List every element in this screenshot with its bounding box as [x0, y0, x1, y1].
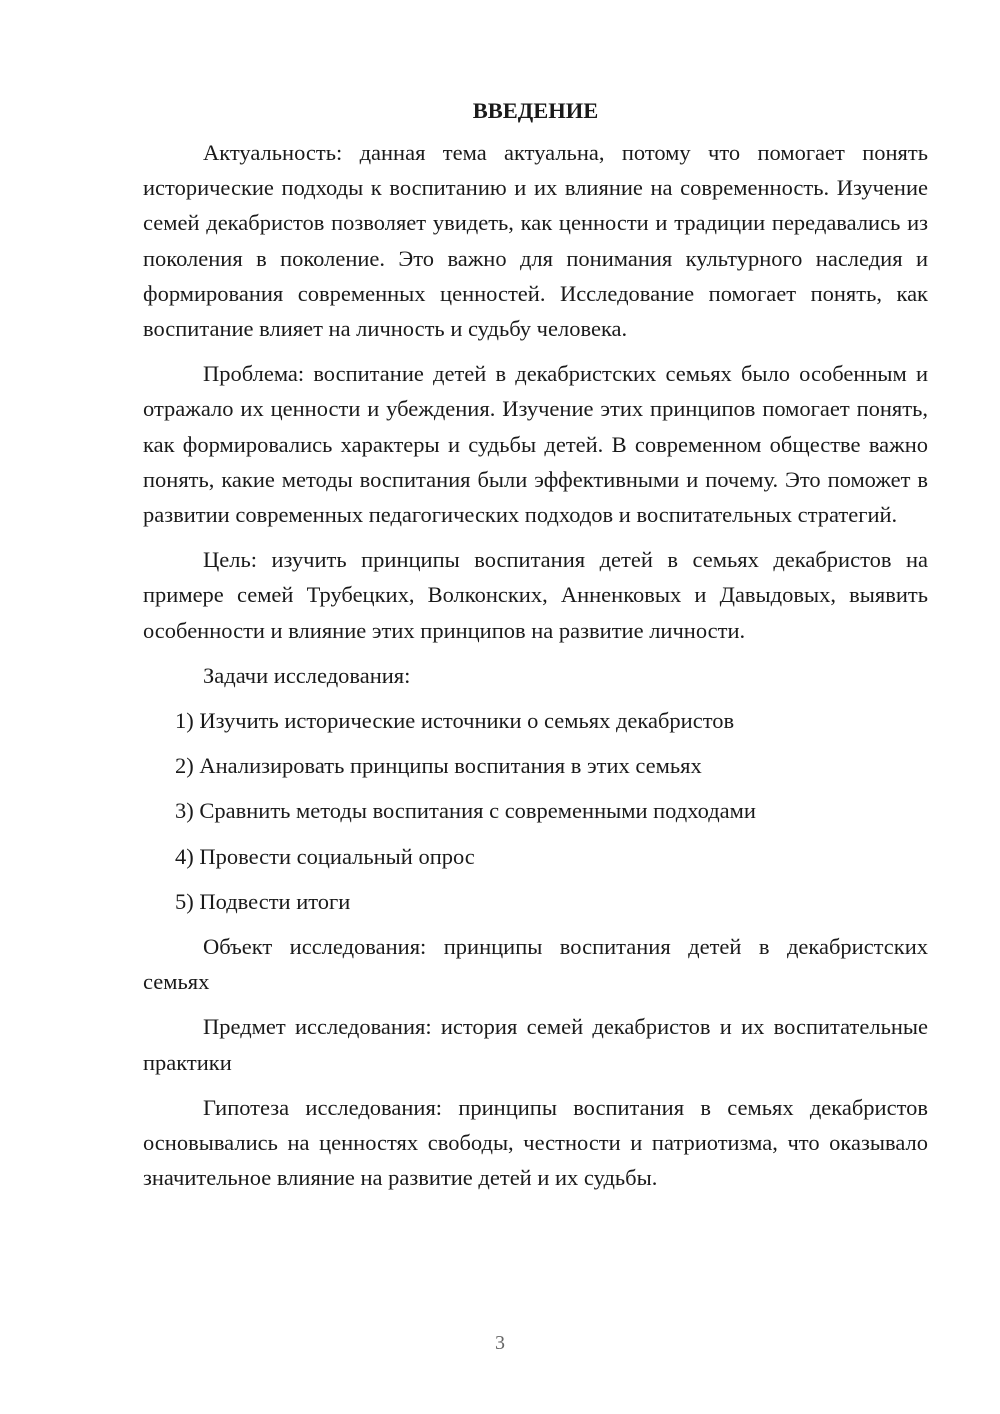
relevance-paragraph: Актуальность: данная тема актуальна, потому что помогает понять исторические подходы к воспитанию и их влияние на современность. Изучение семей декабристов позволяет увидеть, как ценности и традиции передавались из поколения в поколение. Это важно для понимания культурного наследия и формирования современных ценностей. Исследование помогает понять, как воспитание влияет на личность и судьбу человека. — [143, 140, 928, 342]
subject-paragraph: Предмет исследования: история семей декабристов и их воспитательные практики — [143, 1014, 928, 1075]
hypothesis-paragraph: Гипотеза исследования: принципы воспитания в семьях декабристов основывались на ценностях свободы, честности и патриотизма, что оказывало значительное влияние на развитие детей и их судьбы. — [143, 1094, 928, 1191]
list-item: 5) Подвести итоги — [175, 888, 351, 914]
page-number: 3 — [495, 1332, 505, 1354]
problem-paragraph: Проблема: воспитание детей в декабристских семьях было особенным и отражало их ценности и убеждения. Изучение этих принципов помогает понять, как формировались характеры и судьбы детей. В современном обществе важно понять, какие методы воспитания были эффективными и почему. Это поможет в развитии современных педагогических подходов и воспитательных стратегий. — [143, 361, 928, 528]
list-item: 4) Провести социальный опрос — [175, 843, 475, 869]
list-item: 2) Анализировать принципы воспитания в этих семьях — [175, 753, 702, 779]
section-title: ВВЕДЕНИЕ — [472, 98, 599, 123]
list-item: 1) Изучить исторические источники о семьях декабристов — [175, 708, 735, 734]
goal-paragraph: Цель: изучить принципы воспитания детей в семьях декабристов на примере семей Трубецких, Волконских, Анненковых и Давыдовых, выявить особенности и влияние этих принципов на развитие личности. — [143, 547, 928, 643]
tasks-list — [143, 703, 928, 919]
object-paragraph: Объект исследования: принципы воспитания детей в декабристских семьях — [143, 934, 928, 995]
document-page — [143, 95, 928, 1205]
list-item: 3) Сравнить методы воспитания с современными подходами — [175, 798, 756, 824]
tasks-heading: Задачи исследования: — [203, 662, 411, 688]
